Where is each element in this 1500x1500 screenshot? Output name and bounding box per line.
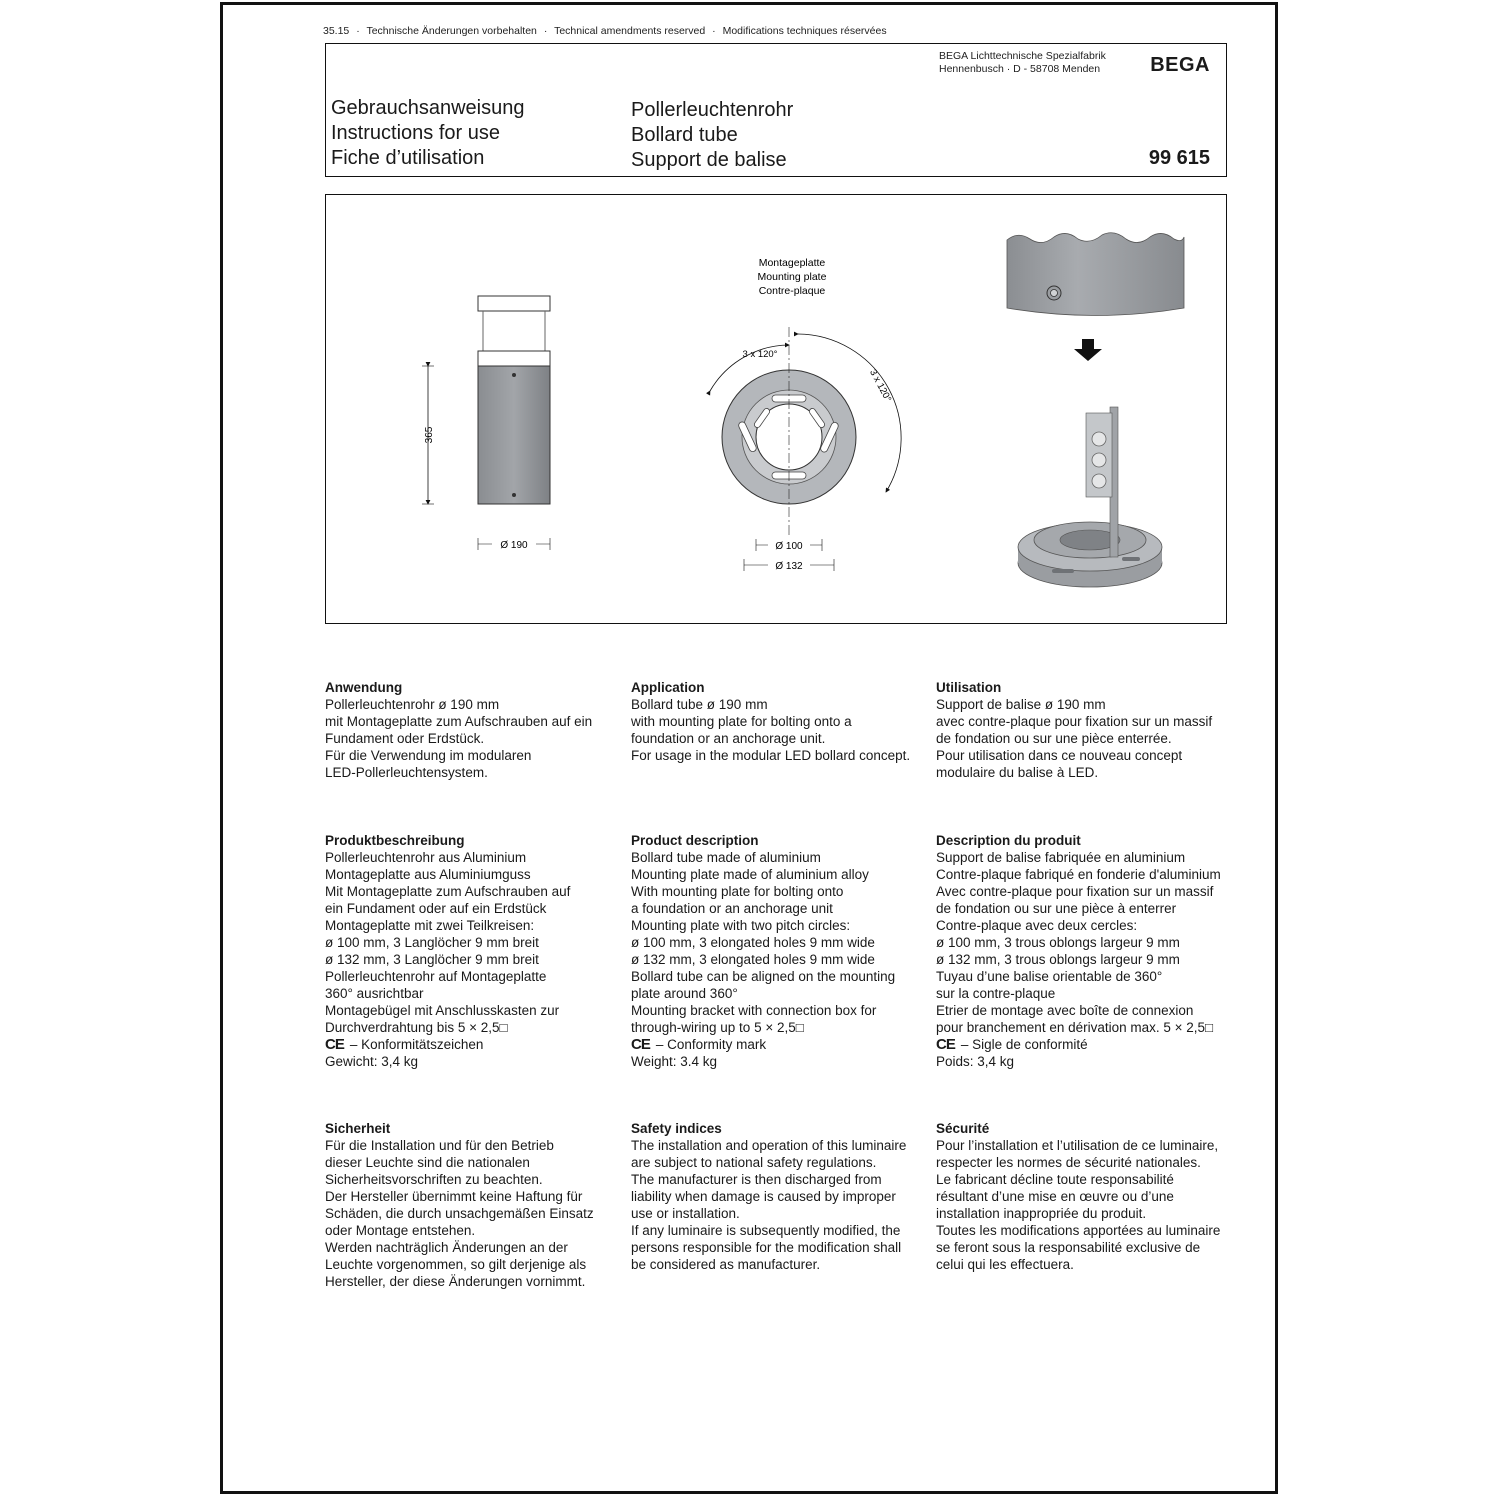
ce-text: – Sigle de conformité [960,1037,1088,1052]
company-location: Hennenbusch · D - 58708 Menden [939,63,1101,75]
angle-label-right: 3 x 120° [867,367,894,404]
document-code: 35.15 [323,25,350,37]
product-title-fr: Support de balise [631,149,787,171]
section-body: Support de balise fabriquée en aluminium Contre-plaque fabriqué en fonderie d'aluminium Avec contre-plaque pour fixation sur un massif de fondation ou sur une pièce à enterrer Contre-plaque avec deux cercles: ø 100 mm, 3 trous oblongs largeur 9 mm ø 132 mm, 3 trous oblongs largeur 9 mm Tuyau d’une balise orientable de 360° sur la contre-plaque Etrier de montage avec boîte de connexion pour branchement en dérivation max. 5 × 2,5□ [936,850,1221,1035]
section-heading: Product description [631,833,759,848]
application-de [325,679,625,781]
section-heading: Safety indices [631,1121,722,1136]
note-en: Technical amendments reserved [554,25,706,37]
bega-logo: BEGA [1150,54,1210,76]
note-fr: Modifications techniques réservées [722,25,887,37]
safety-de [325,1120,625,1290]
ce-mark: CE [631,1036,650,1053]
drawing-svg [326,195,1228,625]
ce-line [325,1036,625,1053]
section-heading: Sicherheit [325,1121,391,1136]
section-body: Bollard tube ø 190 mm with mounting plate for bolting onto a foundation or an anchorage unit. For usage in the modular LED bollard concept. [631,697,911,763]
note-de: Technische Änderungen vorbehalten [366,25,537,37]
section-heading: Utilisation [936,680,1002,695]
application-fr [936,679,1236,781]
section-body: Pour l’installation et l’utilisation de ce luminaire, respecter les normes de sécurité nationales. Le fabricant décline toute responsabilité résultant d’une mise en œuvre ou d’une installation inappropriée du produit. Toutes les modifications apportées au luminaire se feront sous la responsabilité exclusive de celui qui les effectuera. [936,1138,1221,1272]
ce-mark: CE [325,1036,344,1053]
ce-line [631,1036,931,1053]
inner-diameter-dimension: Ø 100 [775,541,803,552]
company-address [939,50,1106,76]
arrow-down-icon [1074,339,1102,361]
mounting-plate-top-view [710,327,901,573]
doc-title-de: Gebrauchsanweisung [331,97,525,119]
section-body: Pollerleuchtenrohr aus Aluminium Montageplatte aus Aluminiumguss Mit Montageplatte zum Aufschrauben auf ein Fundament oder auf ein Erdstück Montageplatte mit zwei Teilkreisen: ø 100 mm, 3 Langlöcher 9 mm breit ø 132 mm, 3 Langlöcher 9 mm breit Pollerleuchtenrohr auf Montageplatte 360° ausrichtbar Montagebügel mit Anschlusskasten zur Durchverdrahtung bis 5 × 2,5□ [325,850,571,1035]
description-fr [936,832,1236,1070]
mounting-plate-label-en: Mounting plate [757,271,827,283]
company-name: BEGA Lichttechnische Spezialfabrik [939,50,1106,62]
angle-label-left: 3 x 120° [742,349,778,360]
ce-line [936,1036,1236,1053]
description-de [325,832,625,1070]
separator: · [712,25,716,37]
separator: · [356,25,360,37]
description-en [631,832,931,1070]
height-dimension: 365 [424,426,435,444]
section-heading: Anwendung [325,680,403,695]
weight: Weight: 3.4 kg [631,1054,718,1069]
section-body: Pollerleuchtenrohr ø 190 mm mit Montageplatte zum Aufschrauben auf ein Fundament oder Erdstück. Für die Verwendung im modularen LED-Pollerleuchtensystem. [325,697,593,780]
mounting-plate-label-de: Montageplatte [758,257,826,269]
doc-title-fr: Fiche d’utilisation [331,147,485,169]
ce-text: – Konformitätszeichen [349,1037,484,1052]
header-box [325,43,1227,177]
section-heading: Sécurité [936,1121,990,1136]
outer-diameter-dimension: Ø 132 [775,561,803,572]
section-body: Für die Installation und für den Betrieb dieser Leuchte sind die nationalen Sicherheitsvorschriften zu beachten. Der Hersteller übernimmt keine Haftung für Schäden, die durch unsachgemäßen Einsatz oder Montage entstehen. Werden nachträglich Änderungen an der Leuchte vorgenommen, so gilt derjenige als Hersteller, der diese Änderungen vornimmt. [325,1138,594,1289]
section-body: The installation and operation of this luminaire are subject to national safety regulations. The manufacturer is then discharged from liability when damage is caused by improper use or installation. If any luminaire is subsequently modified, the persons responsible for the modification shall be considered as manufacturer. [631,1138,907,1272]
tube-section-render [1007,233,1184,316]
product-illustration [325,194,1227,624]
safety-fr [936,1120,1236,1273]
weight: Poids: 3,4 kg [936,1054,1015,1069]
section-body: Bollard tube made of aluminium Mounting plate made of aluminium alloy With mounting plate for bolting onto a foundation or an anchorage unit Mounting plate with two pitch circles: ø 100 mm, 3 elongated holes 9 mm wide ø 132 mm, 3 elongated holes 9 mm wide Bollard tube can be aligned on the mounting plate around 360° Mounting bracket with connection box for through-wiring up to 5 × 2,5□ [631,850,896,1035]
mounting-plate-label-fr: Contre-plaque [758,285,826,297]
ce-text: – Conformity mark [655,1037,767,1052]
bollard-side-view [422,296,550,552]
document-title [331,96,524,171]
top-note-line [323,25,891,37]
product-title-en: Bollard tube [631,124,738,146]
section-heading: Description du produit [936,833,1081,848]
ce-mark: CE [936,1036,955,1053]
application-en [631,679,931,764]
tube-diameter-dimension: Ø 190 [500,540,528,551]
separator: · [543,25,548,37]
product-title [631,98,793,173]
section-body: Support de balise ø 190 mm avec contre-plaque pour fixation sur un massif de fondation ou sur une pièce enterrée. Pour utilisation dans ce nouveau concept modulaire du balise à LED. [936,697,1213,780]
weight: Gewicht: 3,4 kg [325,1054,419,1069]
product-title-de: Pollerleuchtenrohr [631,99,794,121]
section-heading: Produktbeschreibung [325,833,465,848]
section-heading: Application [631,680,705,695]
safety-en [631,1120,931,1273]
doc-title-en: Instructions for use [331,122,500,144]
article-number: 99 615 [1148,147,1210,169]
plate-bracket-render [1018,407,1162,587]
